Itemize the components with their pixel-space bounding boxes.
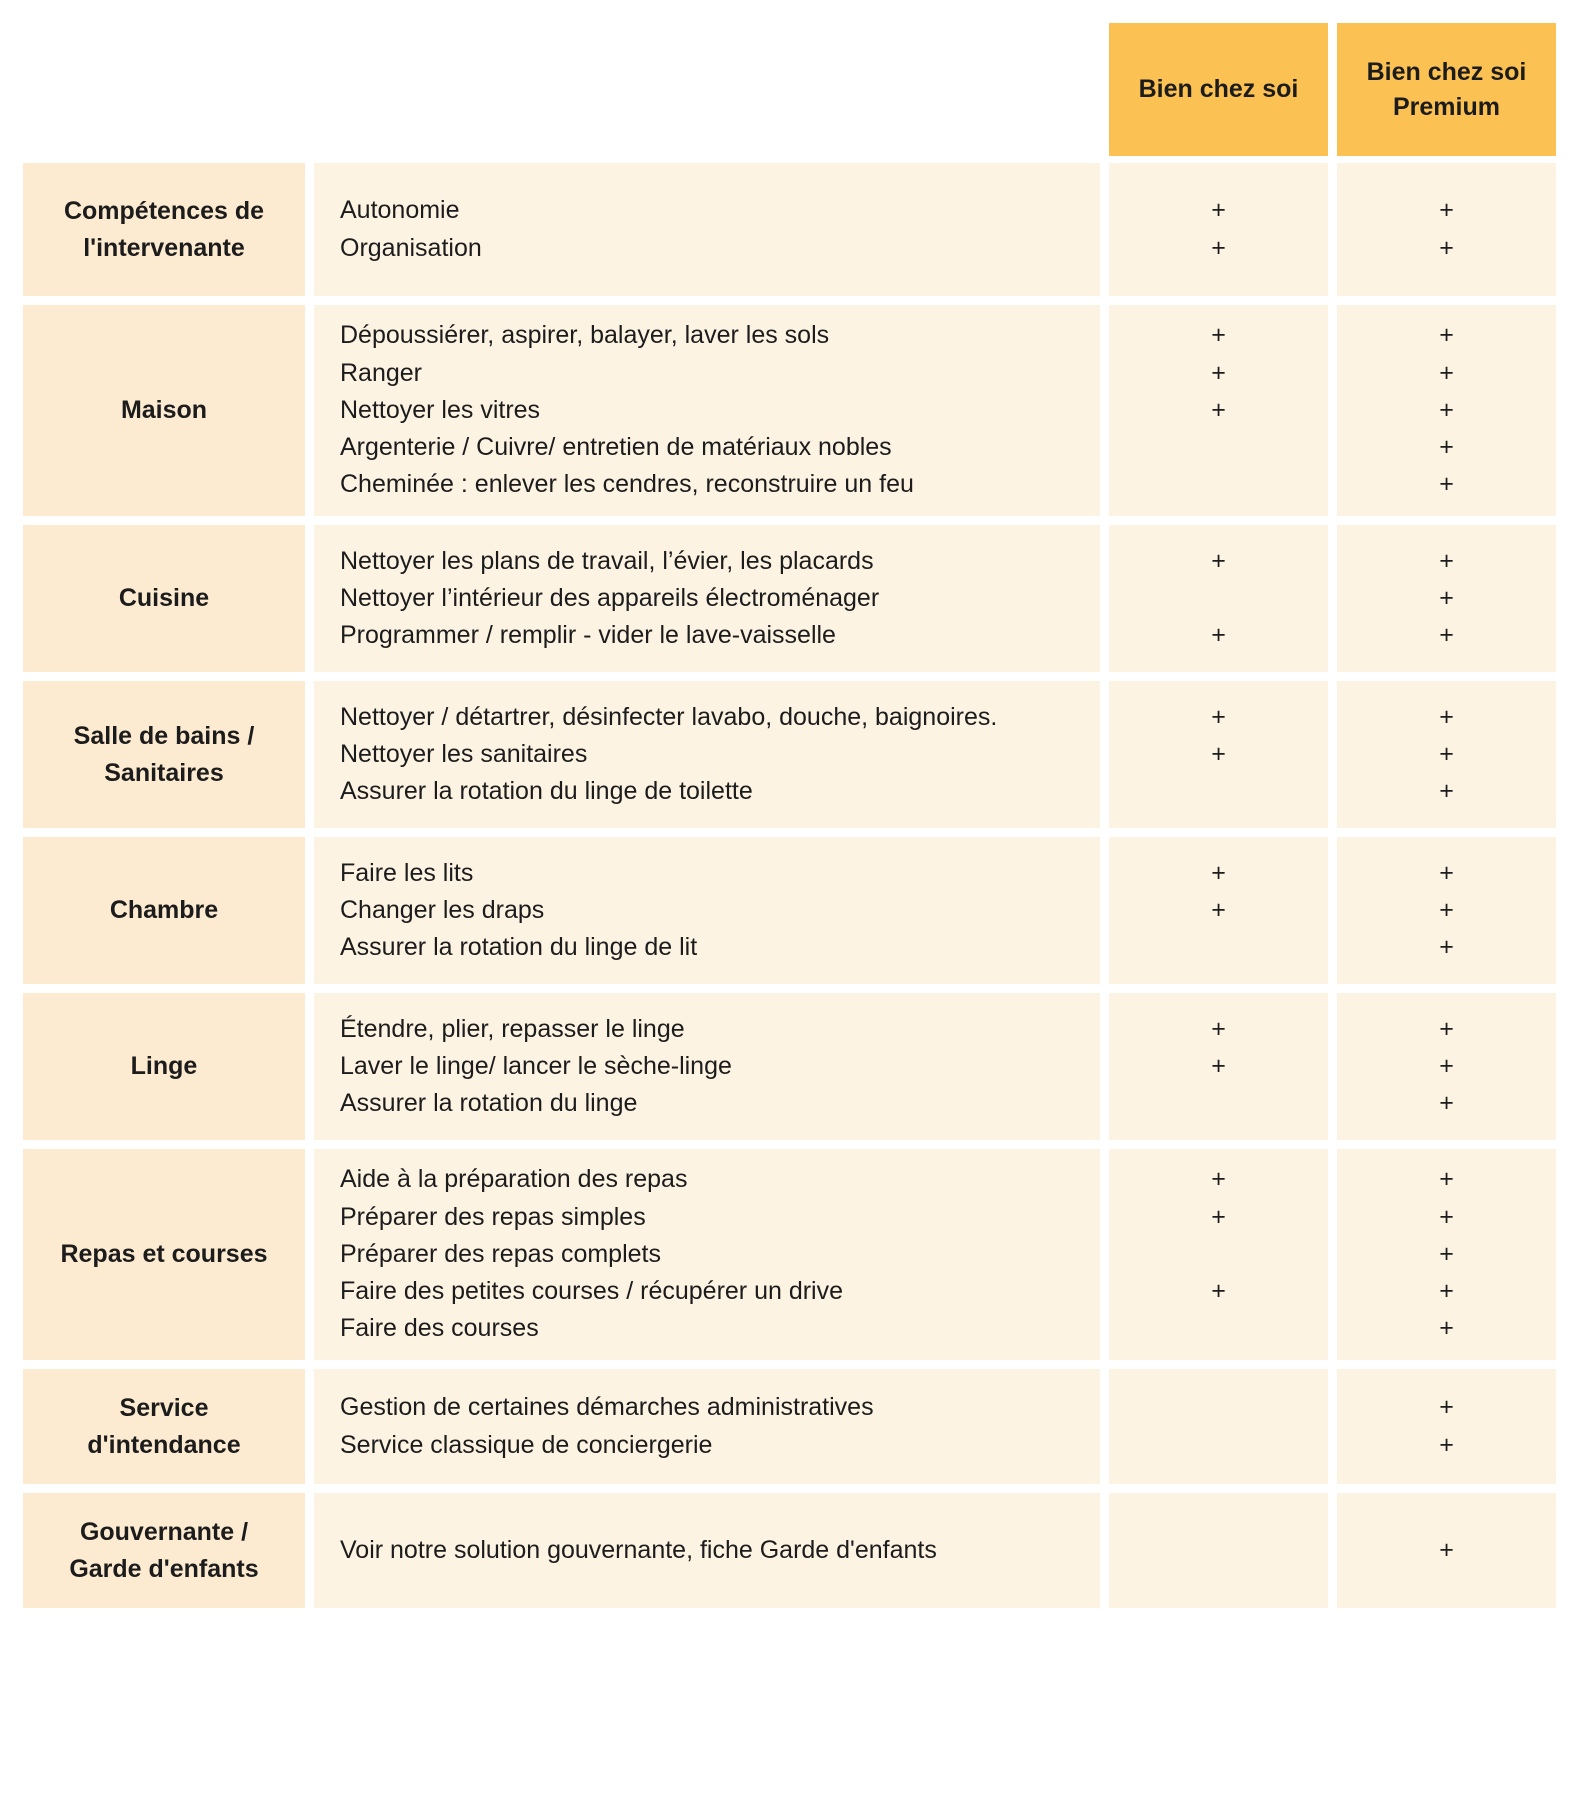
table-row	[23, 163, 1556, 296]
premium-marks	[1439, 543, 1454, 655]
premium-mark: +	[1439, 702, 1454, 731]
table-row	[23, 525, 1556, 672]
standard-mark	[1211, 1236, 1226, 1273]
task-item: Changer les draps	[340, 895, 545, 924]
standard-marks-cell	[1109, 163, 1328, 296]
premium-mark: +	[1439, 739, 1454, 768]
task-item: Gestion de certaines démarches administratives	[340, 1393, 874, 1422]
standard-mark	[1211, 580, 1226, 617]
table-row	[23, 1493, 1556, 1608]
standard-marks-cell	[1109, 993, 1328, 1140]
standard-marks-cell	[1109, 525, 1328, 672]
category-label: Repas et courses	[23, 1149, 305, 1360]
standard-mark: +	[1211, 546, 1226, 575]
task-list-cell	[314, 305, 1100, 516]
premium-mark: +	[1439, 1314, 1454, 1343]
task-list-cell	[314, 993, 1100, 1140]
category-label: Gouvernante / Garde d'enfants	[23, 1493, 305, 1608]
task-item: Nettoyer les plans de travail, l’évier, les placards	[340, 546, 874, 575]
premium-mark: +	[1439, 583, 1454, 612]
task-list	[340, 543, 879, 655]
table-body	[23, 163, 1556, 1608]
premium-mark: +	[1439, 1165, 1454, 1194]
premium-marks	[1439, 1532, 1454, 1569]
standard-marks-cell	[1109, 837, 1328, 984]
premium-marks-cell	[1337, 525, 1556, 672]
premium-marks-cell	[1337, 681, 1556, 828]
premium-mark: +	[1439, 895, 1454, 924]
standard-marks	[1211, 699, 1226, 811]
category-label: Maison	[23, 305, 305, 516]
premium-mark: +	[1439, 321, 1454, 350]
table-row	[23, 837, 1556, 984]
standard-mark	[1211, 929, 1226, 966]
table-row	[23, 1369, 1556, 1484]
task-item: Nettoyer l’intérieur des appareils électroménager	[340, 583, 880, 612]
task-list-cell	[314, 1493, 1100, 1608]
task-item: Faire des courses	[340, 1314, 539, 1343]
premium-marks-cell	[1337, 837, 1556, 984]
standard-mark: +	[1211, 1165, 1226, 1194]
standard-marks-cell	[1109, 1369, 1328, 1484]
premium-mark: +	[1439, 1430, 1454, 1459]
task-list-cell	[314, 681, 1100, 828]
premium-mark: +	[1439, 858, 1454, 887]
category-label: Compétences de l'intervenante	[23, 163, 305, 296]
task-item: Autonomie	[340, 196, 460, 225]
task-item: Ranger	[340, 358, 422, 387]
task-list-cell	[314, 1369, 1100, 1484]
task-item: Assurer la rotation du linge de toilette	[340, 777, 753, 806]
task-item: Étendre, plier, repasser le linge	[340, 1014, 685, 1043]
premium-marks-cell	[1337, 163, 1556, 296]
premium-mark: +	[1439, 1277, 1454, 1306]
premium-mark: +	[1439, 1535, 1454, 1564]
task-list	[340, 1161, 843, 1347]
premium-marks	[1439, 1161, 1454, 1347]
premium-marks-cell	[1337, 1369, 1556, 1484]
task-item: Faire les lits	[340, 858, 474, 887]
standard-mark: +	[1211, 1277, 1226, 1306]
task-item: Nettoyer / détartrer, désinfecter lavabo, douche, baignoires.	[340, 702, 998, 731]
standard-mark	[1211, 466, 1226, 503]
premium-mark: +	[1439, 433, 1454, 462]
standard-mark: +	[1211, 233, 1226, 262]
standard-mark	[1211, 1310, 1226, 1347]
standard-mark: +	[1211, 1051, 1226, 1080]
task-list-cell	[314, 1149, 1100, 1360]
premium-mark: +	[1439, 1393, 1454, 1422]
premium-mark: +	[1439, 1051, 1454, 1080]
premium-mark: +	[1439, 358, 1454, 387]
task-list	[340, 1532, 937, 1569]
standard-marks	[1211, 1011, 1226, 1123]
premium-marks	[1439, 317, 1454, 503]
task-item: Argenterie / Cuivre/ entretien de matériaux nobles	[340, 433, 892, 462]
table-row	[23, 993, 1556, 1140]
table-row	[23, 681, 1556, 828]
table-row	[23, 305, 1556, 516]
premium-mark: +	[1439, 196, 1454, 225]
standard-mark	[1211, 429, 1226, 466]
premium-mark: +	[1439, 1202, 1454, 1231]
task-list	[340, 1011, 732, 1123]
standard-marks-cell	[1109, 1493, 1328, 1608]
premium-mark: +	[1439, 777, 1454, 806]
premium-mark: +	[1439, 621, 1454, 650]
premium-marks	[1439, 699, 1454, 811]
standard-mark: +	[1211, 1202, 1226, 1231]
task-item: Aide à la préparation des repas	[340, 1165, 688, 1194]
standard-marks	[1211, 192, 1226, 267]
task-item: Assurer la rotation du linge	[340, 1089, 638, 1118]
header-blank-tasks	[314, 23, 1100, 156]
standard-mark	[1211, 773, 1226, 810]
header-premium: Bien chez soi Premium	[1337, 23, 1556, 156]
task-item: Laver le linge/ lancer le sèche-linge	[340, 1051, 732, 1080]
standard-mark: +	[1211, 1014, 1226, 1043]
standard-mark: +	[1211, 895, 1226, 924]
premium-mark: +	[1439, 1239, 1454, 1268]
standard-marks-cell	[1109, 1149, 1328, 1360]
standard-mark: +	[1211, 395, 1226, 424]
task-item: Préparer des repas simples	[340, 1202, 646, 1231]
standard-marks-cell	[1109, 305, 1328, 516]
premium-mark: +	[1439, 1014, 1454, 1043]
category-label: Salle de bains / Sanitaires	[23, 681, 305, 828]
category-label: Cuisine	[23, 525, 305, 672]
premium-mark: +	[1439, 395, 1454, 424]
premium-mark: +	[1439, 1089, 1454, 1118]
premium-marks	[1439, 1389, 1454, 1464]
premium-mark: +	[1439, 233, 1454, 262]
premium-marks	[1439, 192, 1454, 267]
category-label: Service d'intendance	[23, 1369, 305, 1484]
standard-marks-cell	[1109, 681, 1328, 828]
task-item: Programmer / remplir - vider le lave-vaisselle	[340, 621, 836, 650]
task-list	[340, 317, 914, 503]
task-item: Dépoussiérer, aspirer, balayer, laver les sols	[340, 321, 830, 350]
task-item: Organisation	[340, 233, 482, 262]
task-list	[340, 1389, 874, 1464]
premium-marks-cell	[1337, 993, 1556, 1140]
task-item: Assurer la rotation du linge de lit	[340, 933, 698, 962]
premium-mark: +	[1439, 546, 1454, 575]
premium-marks	[1439, 1011, 1454, 1123]
premium-marks-cell	[1337, 305, 1556, 516]
header-standard: Bien chez soi	[1109, 23, 1328, 156]
premium-marks	[1439, 855, 1454, 967]
standard-mark: +	[1211, 739, 1226, 768]
standard-mark: +	[1211, 358, 1226, 387]
task-item: Préparer des repas complets	[340, 1239, 661, 1268]
standard-marks	[1211, 855, 1226, 967]
standard-mark: +	[1211, 858, 1226, 887]
standard-mark: +	[1211, 321, 1226, 350]
standard-marks	[1211, 317, 1226, 503]
task-item: Cheminée : enlever les cendres, reconstruire un feu	[340, 470, 914, 499]
standard-mark	[1211, 1085, 1226, 1122]
premium-marks-cell	[1337, 1149, 1556, 1360]
task-item: Service classique de conciergerie	[340, 1430, 713, 1459]
task-item: Faire des petites courses / récupérer un drive	[340, 1277, 844, 1306]
comparison-table	[23, 23, 1556, 1608]
task-list-cell	[314, 525, 1100, 672]
standard-mark: +	[1211, 196, 1226, 225]
task-item: Nettoyer les sanitaires	[340, 739, 588, 768]
standard-mark: +	[1211, 621, 1226, 650]
task-list-cell	[314, 163, 1100, 296]
task-item: Voir notre solution gouvernante, fiche Garde d'enfants	[340, 1535, 937, 1564]
premium-mark: +	[1439, 933, 1454, 962]
standard-mark: +	[1211, 702, 1226, 731]
task-list-cell	[314, 837, 1100, 984]
category-label: Chambre	[23, 837, 305, 984]
table-row	[23, 1149, 1556, 1360]
category-label: Linge	[23, 993, 305, 1140]
header-blank-category	[23, 23, 305, 156]
task-list	[340, 855, 697, 967]
premium-mark: +	[1439, 470, 1454, 499]
standard-marks	[1211, 1161, 1226, 1347]
task-item: Nettoyer les vitres	[340, 395, 541, 424]
task-list	[340, 699, 997, 811]
standard-marks	[1211, 543, 1226, 655]
premium-marks-cell	[1337, 1493, 1556, 1608]
task-list	[340, 192, 482, 267]
